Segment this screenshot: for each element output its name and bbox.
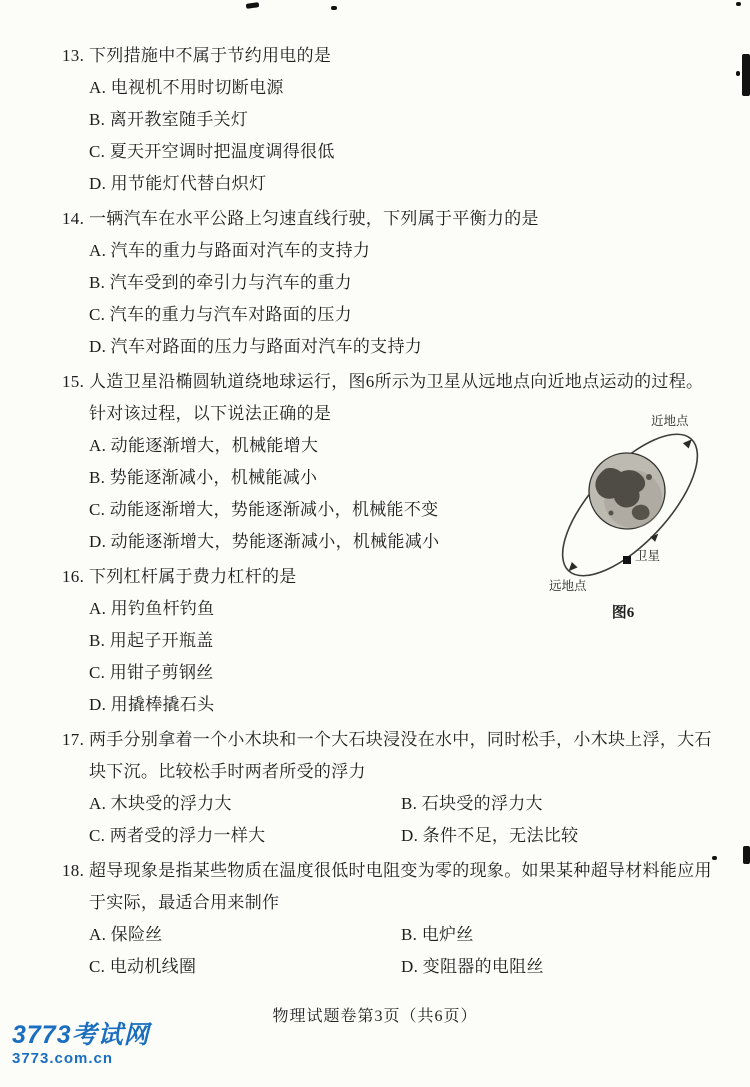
question-number: 16.	[62, 567, 85, 586]
question-number: 14.	[62, 209, 85, 228]
figure-label-perigee: 近地点	[651, 414, 689, 428]
option-b: B. 石块受的浮力大	[401, 794, 543, 813]
option-a: A. 用钓鱼杆钓鱼	[89, 599, 215, 618]
options-grid	[89, 788, 713, 852]
figure-label-apogee: 远地点	[549, 579, 587, 593]
orbit-arrow-perigee	[683, 439, 692, 448]
satellite-marker	[623, 556, 631, 564]
question-number: 15.	[62, 372, 85, 391]
option-d: D. 用节能灯代替白炽灯	[89, 174, 267, 193]
earth-island-2	[609, 511, 614, 516]
watermark-site-name: 3773考试网	[12, 1021, 150, 1049]
scan-artifact	[736, 71, 740, 76]
option-d: D. 条件不足，无法比较	[401, 826, 579, 845]
option-d: D. 变阻器的电阻丝	[401, 957, 544, 976]
question-stem: 下列杠杆属于费力杠杆的是	[89, 567, 297, 586]
scan-artifact	[743, 846, 750, 864]
option-c: C. 夏天开空调时把温度调得很低	[89, 142, 335, 161]
options-grid	[89, 919, 713, 983]
option-a: A. 汽车的重力与路面对汽车的支持力	[89, 241, 371, 260]
watermark-domain: 3773.com.cn	[12, 1050, 114, 1067]
option-b: B. 离开教室随手关灯	[89, 110, 249, 129]
question-number: 18.	[62, 861, 85, 880]
question-18	[62, 855, 713, 983]
question-stem: 人造卫星沿椭圆轨道绕地球运行，图6所示为卫星从远地点向近地点运动的过程。针对该过程，以下说法正确的是	[89, 372, 704, 423]
scan-artifact	[742, 54, 750, 96]
question-stem: 超导现象是指某些物质在温度很低时电阻变为零的现象。如果某种超导材料能应用于实际，最适合用来制作	[89, 861, 712, 912]
figure-caption: 图6	[611, 605, 635, 621]
option-d: D. 用撬棒撬石头	[89, 695, 215, 714]
option-c: C. 汽车的重力与汽车对路面的压力	[89, 305, 352, 324]
option-b: B. 势能逐渐减小，机械能减小	[89, 468, 318, 487]
option-c: C. 两者受的浮力一样大	[89, 826, 266, 845]
question-17	[62, 724, 713, 852]
option-b: B. 电炉丝	[401, 925, 474, 944]
scan-artifact	[246, 2, 260, 9]
option-b: B. 用起子开瓶盖	[89, 631, 214, 650]
question-stem: 下列措施中不属于节约用电的是	[89, 46, 332, 65]
option-a: A. 保险丝	[89, 925, 163, 944]
option-b: B. 汽车受到的牵引力与汽车的重力	[89, 273, 352, 292]
option-d: D. 汽车对路面的压力与路面对汽车的支持力	[89, 337, 423, 356]
scan-artifact	[331, 6, 337, 10]
option-c: C. 动能逐渐增大，势能逐渐减小，机械能不变	[89, 500, 439, 519]
satellite-orbit-graphic	[543, 413, 738, 598]
option-c: C. 电动机线圈	[89, 957, 197, 976]
page-footer: 物理试题卷第3页（共6页）	[272, 1008, 478, 1025]
question-stem: 一辆汽车在水平公路上匀速直线行驶，下列属于平衡力的是	[89, 209, 539, 228]
question-stem: 两手分别拿着一个小木块和一个大石块浸没在水中，同时松手，小木块上浮，大石块下沉。比较松手时两者所受的浮力	[89, 730, 712, 781]
question-13	[62, 40, 713, 200]
question-number: 13.	[62, 46, 85, 65]
scan-artifact	[736, 2, 741, 6]
option-a: A. 电视机不用时切断电源	[89, 78, 284, 97]
figure-label-satellite: 卫星	[635, 549, 661, 563]
question-14	[62, 203, 713, 363]
option-d: D. 动能逐渐增大，势能逐渐减小，机械能减小	[89, 532, 440, 551]
option-a: A. 木块受的浮力大	[89, 794, 232, 813]
option-a: A. 动能逐渐增大，机械能增大	[89, 436, 319, 455]
option-c: C. 用钳子剪钢丝	[89, 663, 214, 682]
figure-6	[543, 413, 738, 631]
watermark	[12, 1020, 150, 1068]
question-number: 17.	[62, 730, 85, 749]
orbit-arrow-apogee	[569, 562, 578, 571]
earth-island-1	[646, 474, 652, 480]
earth-landmass-2	[632, 505, 650, 520]
